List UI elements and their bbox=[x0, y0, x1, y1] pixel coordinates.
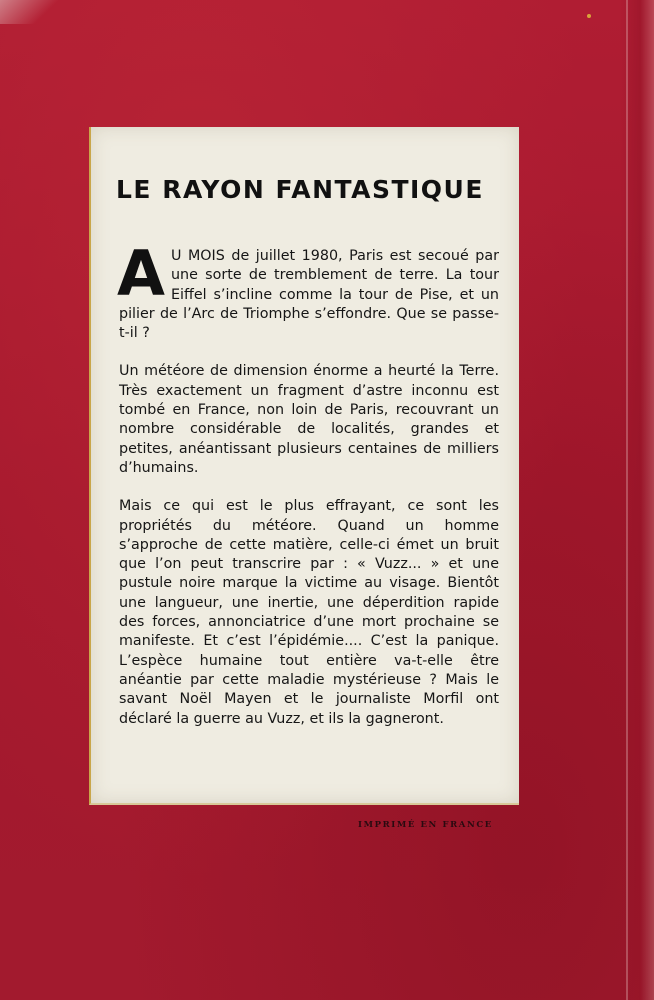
blurb-paragraph-2: Un météore de dimension énorme a heurté la Terre. Très exactement un fragment d’astre inconnu est tombé en France, non loin de Paris, recouvrant un nombre considérable de localités, grandes et petites, anéantissant plusieurs centaines de milliers d’humains. bbox=[119, 363, 499, 476]
opening-words: U MOIS bbox=[170, 248, 225, 264]
blurb-paragraph-1 bbox=[117, 237, 499, 343]
worn-corner bbox=[0, 0, 60, 24]
book-title: LE RAYON FANTASTIQUE bbox=[116, 175, 484, 204]
paragraph-1-text: de juillet 1980, Paris est secoué par une sorte de tremblement de terre. La tour Eiffel s’incline comme la tour de Pise, et un pilier de l’Arc de Triomphe s’effondre. Que se passe-t-il ? bbox=[119, 248, 499, 342]
drop-cap: A bbox=[117, 237, 165, 310]
cover-spot bbox=[587, 14, 591, 18]
printed-in-france-label: IMPRIMÉ EN FRANCE bbox=[358, 820, 493, 830]
blurb-text bbox=[117, 237, 499, 748]
blurb-paragraph-3: Mais ce qui est le plus effrayant, ce sont les propriétés du météore. Quand un homme s’approche de cette matière, celle-ci émet un bruit que l’on peut transcrire par : « Vuzz... » et une pustule noire marque la victime au visage. Bientôt une langueur, une inertie, une déperdition rapide des forces, annonciatrice d’une mort prochaine se manifeste. Et c’est l’épidémie.... C’est la panique. L’espèce humaine tout entière va-t-elle être anéantie par cette maladie mystérieuse ? Mais le savant Noël Mayen et le journaliste Morfil ont déclaré la guerre au Vuzz, et ils la gagneront. bbox=[119, 498, 499, 727]
cover-crease bbox=[626, 0, 628, 1000]
blurb-panel bbox=[89, 127, 519, 805]
